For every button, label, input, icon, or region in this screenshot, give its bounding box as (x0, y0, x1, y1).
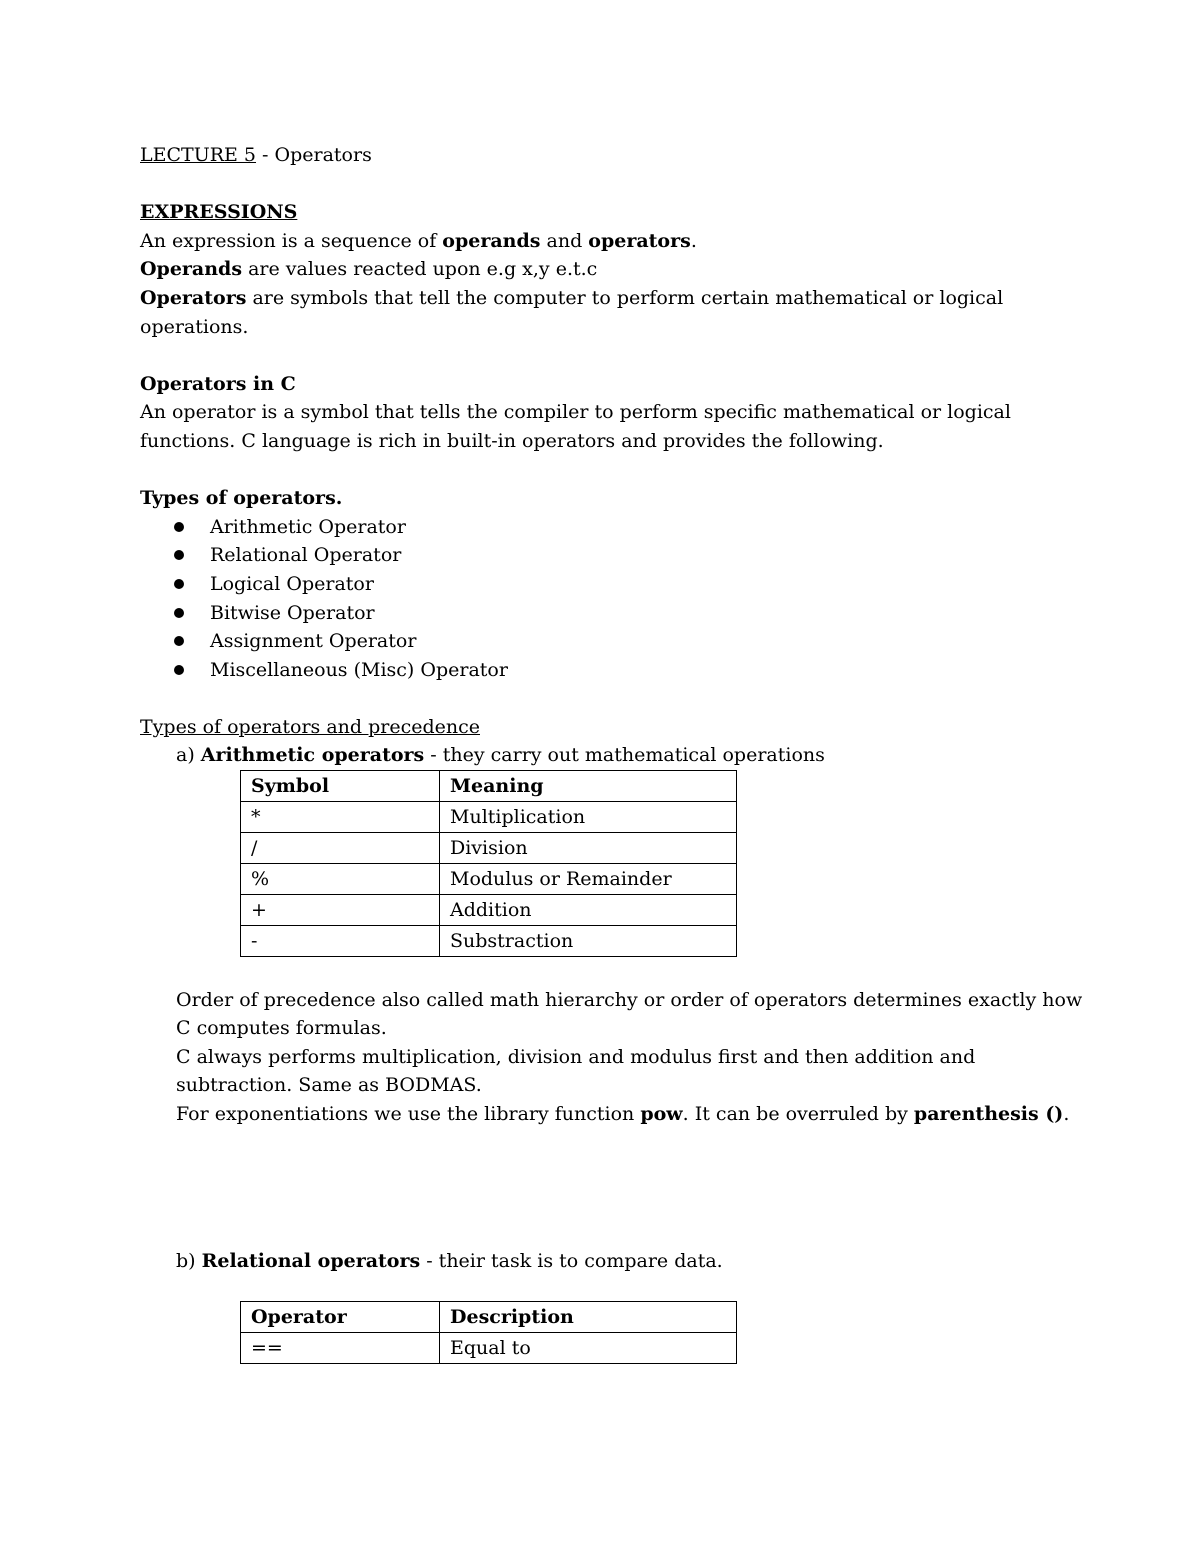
precedence-para-5: For exponentiations we use the library function pow. It can be overruled by parenthesis (). (176, 1103, 1070, 1126)
table-header-cell: Description (440, 1302, 737, 1333)
table-cell: / (241, 833, 440, 864)
types-list (140, 513, 1080, 685)
lecture-label: LECTURE 5 (140, 144, 257, 166)
expressions-line-4: operations. (140, 315, 249, 338)
arithmetic-heading: a) Arithmetic operators - they carry out mathematical operations (176, 744, 825, 767)
table-row (241, 926, 737, 957)
list-item: Bitwise Operator (174, 599, 1080, 628)
operators-in-c-line-1: An operator is a symbol that tells the compiler to perform specific mathematical or logical (140, 401, 1011, 424)
types-heading: Types of operators. (140, 487, 343, 510)
bullet-icon (174, 665, 184, 675)
list-item: Logical Operator (174, 570, 1080, 599)
table-header-cell: Operator (241, 1302, 440, 1333)
bullet-icon (174, 636, 184, 646)
table-header-cell: Meaning (440, 771, 737, 802)
table-row (241, 802, 737, 833)
table-cell: + (241, 895, 440, 926)
expressions-line-1: An expression is a sequence of operands and operators. (140, 229, 697, 252)
list-item: Arithmetic Operator (174, 513, 1080, 542)
arithmetic-table (240, 770, 737, 957)
table-cell: == (241, 1333, 440, 1364)
precedence-para-4: subtraction. Same as BODMAS. (176, 1074, 482, 1097)
table-cell: Multiplication (440, 802, 737, 833)
table-cell: Modulus or Remainder (440, 864, 737, 895)
bullet-icon (174, 579, 184, 589)
lecture-title (140, 141, 1080, 170)
expressions-heading-text: EXPRESSIONS (140, 201, 298, 224)
list-item: Assignment Operator (174, 627, 1080, 656)
document-page (140, 141, 1083, 1364)
table-header-cell: Symbol (241, 771, 440, 802)
list-item: Miscellaneous (Misc) Operator (174, 656, 1080, 685)
operators-in-c-line-2: functions. C language is rich in built-in operators and provides the following. (140, 429, 884, 452)
expressions-line-3: Operators are symbols that tell the computer to perform certain mathematical or logical (140, 286, 1004, 309)
table-row (241, 864, 737, 895)
table-cell: Division (440, 833, 737, 864)
precedence-para-1: Order of precedence also called math hierarchy or order of operators determines exactly how (176, 988, 1083, 1011)
table-row (241, 833, 737, 864)
bullet-icon (174, 522, 184, 532)
table-header-row (241, 1302, 737, 1333)
bullet-icon (174, 550, 184, 560)
table-cell: Addition (440, 895, 737, 926)
relational-heading: b) Relational operators - their task is to compare data. (176, 1249, 723, 1272)
table-row (241, 1333, 737, 1364)
expressions-line-2: Operands are values reacted upon e.g x,y e.t.c (140, 258, 598, 281)
table-row (241, 895, 737, 926)
operators-in-c-heading: Operators in C (140, 372, 296, 395)
relational-table (240, 1301, 737, 1364)
table-cell: Equal to (440, 1333, 737, 1364)
expressions-heading (140, 198, 1080, 227)
table-cell: Substraction (440, 926, 737, 957)
table-cell: % (241, 864, 440, 895)
list-item: Relational Operator (174, 541, 1080, 570)
table-cell: - (241, 926, 440, 957)
lecture-suffix: - Operators (256, 144, 372, 166)
bullet-icon (174, 608, 184, 618)
precedence-heading: Types of operators and precedence (140, 715, 480, 738)
table-cell: * (241, 802, 440, 833)
table-header-row (241, 771, 737, 802)
precedence-para-3: C always performs multiplication, division and modulus first and then addition and (176, 1045, 976, 1068)
precedence-para-2: C computes formulas. (176, 1017, 387, 1040)
